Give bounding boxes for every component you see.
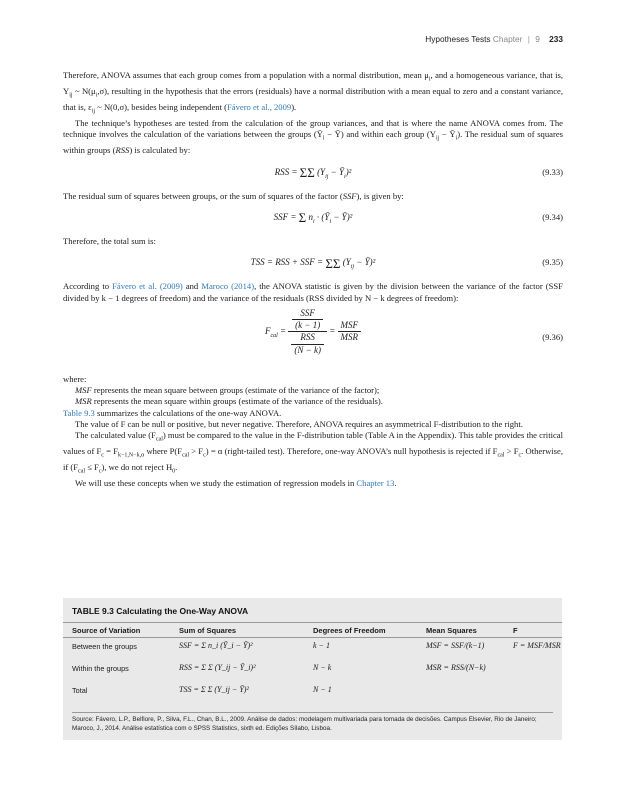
page-number: 233 <box>549 34 563 44</box>
paragraph-ssf: The residual sum of squares between groups, or the sum of squares of the factor (SSF), is given by: <box>63 190 404 201</box>
f-ratio-fraction: $\frac{\frac{\text{SSF}}{(k - 1)}}{\frac{\text{RSS}}{(N - k)}}$ <box>288 308 327 356</box>
table-caption: TABLE 9.3 Calculating the One-Way ANOVA <box>72 606 249 616</box>
table-link[interactable]: Table 9.3 <box>63 407 95 418</box>
equation-9-35: TSS = RSS + SSF = ΣΣ ($Y_{ij}$ − Ȳ)² (9.35) <box>250 255 563 271</box>
table-row: Total TSS = Σ Σ (Y_ij − Ȳ)² N − 1 <box>72 685 332 695</box>
equation-number: (9.36) <box>542 331 563 342</box>
paragraph-f-value: The value of F can be null or positive, but never negative. Therefore, ANOVA requires an asymmetrical F-distribution to the right. <box>75 419 523 430</box>
book-section-title: Hypotheses Tests <box>425 34 491 44</box>
definition-msr: MSR represents the mean square within groups (estimate of the variance of the residuals). <box>75 396 383 407</box>
msf-msr-fraction: $\frac{\text{MSF}}{\text{MSR}}$ <box>338 320 362 344</box>
column-header: Source of Variation <box>72 626 141 635</box>
sigma-icon: ΣΣ <box>299 164 315 180</box>
paragraph-critical-value: The calculated value $(F_{cal})$ must be compared to the value in the F-distribution table (Table A in the Appendix). This table provides the critical values of $F_c = F_{k-1,N-k,\alpha}$ where $P(F_{cal} > F_c) = \alpha$ (right-tailed test). Therefore, one-way ANOVA’s null hypothesis is rejected if $F_{cal} > F_c$. Otherwise, if $(F_{cal} \le F_c)$, we do not reject $H_0$. <box>63 430 563 476</box>
table-header-row <box>63 622 562 638</box>
column-header: F <box>513 626 518 635</box>
paragraph-total: Therefore, the total sum is: <box>63 235 156 246</box>
chapter-link[interactable]: Chapter 13 <box>356 478 395 489</box>
table-row: Within the groups RSS = Σ Σ (Y_ij − Ȳ_i)² N − k MSR = RSS/(N−k) <box>72 663 486 673</box>
sigma-icon: ΣΣ <box>325 255 341 271</box>
equation-number: (9.34) <box>542 211 563 222</box>
equation-number: (9.35) <box>542 257 563 268</box>
citation-link[interactable]: Fávero et al., 2009 <box>226 102 292 113</box>
paragraph-where: where: <box>63 373 87 384</box>
citation-link[interactable]: Maroco (2014) <box>201 281 255 292</box>
header-separator: | <box>527 34 530 44</box>
chapter-label: Chapter <box>492 34 523 44</box>
paragraph-hypotheses: The technique’s hypotheses are tested from the calculation of the group variances, and that is where the name ANOVA comes from. The technique involves the calculation of the variations between the groups ($Ȳ_i$ − Ȳ) and within each group ($Y_{ij}$ − $Ȳ_i$). The residual sum of squares within groups (RSS) is calculated by: <box>63 118 563 156</box>
column-header: Degrees of Freedom <box>313 626 386 635</box>
table-source-note: Source: Fávero, L.P., Belfiore, P., Silva, F.L., Chan, B.L., 2009. Análise de dados: modelagem multivariada para tomada de decisões. Campus Elsevier, Rio de Janeiro; Maroco, J., 2014. Análise estatística com o SPSS Statistics, sixth ed. Edições Sílabo, Lisboa. <box>72 712 553 733</box>
citation-link[interactable]: Fávero et al. (2009) <box>112 281 183 292</box>
page-body <box>63 70 563 490</box>
equation-9-36: $F_{cal}$ = $\frac{\frac{\text{SSF}}{(k - 1)}}{\frac{\text{RSS}}{(N - k)}}$ = $\frac{\text{MSF}}{\text{MSR}}$ (9.36) <box>264 307 563 355</box>
sigma-icon: Σ <box>298 210 307 226</box>
equation-9-34: SSF = Σ $n_i$ · ($Ȳ_i$ − Ȳ)² (9.34) <box>273 210 563 226</box>
paragraph-anova-statistic: According to Fávero et al. (2009) and Maroco (2014), the ANOVA statistic is given by the division between the variance of the factor (SSF divided by k − 1 degrees of freedom) and the variance of the residuals (RSS divided by N − k degrees of freedom): <box>63 281 563 303</box>
paragraph-regression-ref: We will use these concepts when we study the estimation of regression models in Chapter 13. <box>75 478 397 489</box>
anova-table <box>63 598 562 740</box>
table-row: Between the groups SSF = Σ n_i (Ȳ_i − Ȳ)² k − 1 MSF = SSF/(k−1) F = MSF/MSR <box>72 641 561 651</box>
equation-number: (9.33) <box>542 166 563 177</box>
equation-9-33: RSS = ΣΣ ($Y_{ij}$ − $Ȳ_i)^2$ (9.33) <box>274 164 563 180</box>
column-header: Sum of Squares <box>179 626 237 635</box>
column-header: Mean Squares <box>426 626 477 635</box>
running-header <box>425 34 563 44</box>
paragraph-table-ref: Table 9.3 summarizes the calculations of the one-way ANOVA. <box>63 407 282 418</box>
paragraph-anova-assumptions: Therefore, ANOVA assumes that each group comes from a population with a normal distribution, mean $\mu_i$, and a homogeneous variance, that is, $Y_{ij}$ ~ $N(\mu_i,\sigma)$, resulting in the hypothesis that the errors (residuals) have a normal distribution with a mean equal to zero and a constant variance, that is, $\varepsilon_{ij}$ ~ N(0,σ), besides being independent (Fávero et al., 2009). <box>63 70 564 115</box>
definition-msf: MSF represents the mean square between groups (estimate of the variance of the factor); <box>75 385 380 396</box>
chapter-number: 9 <box>535 34 540 44</box>
